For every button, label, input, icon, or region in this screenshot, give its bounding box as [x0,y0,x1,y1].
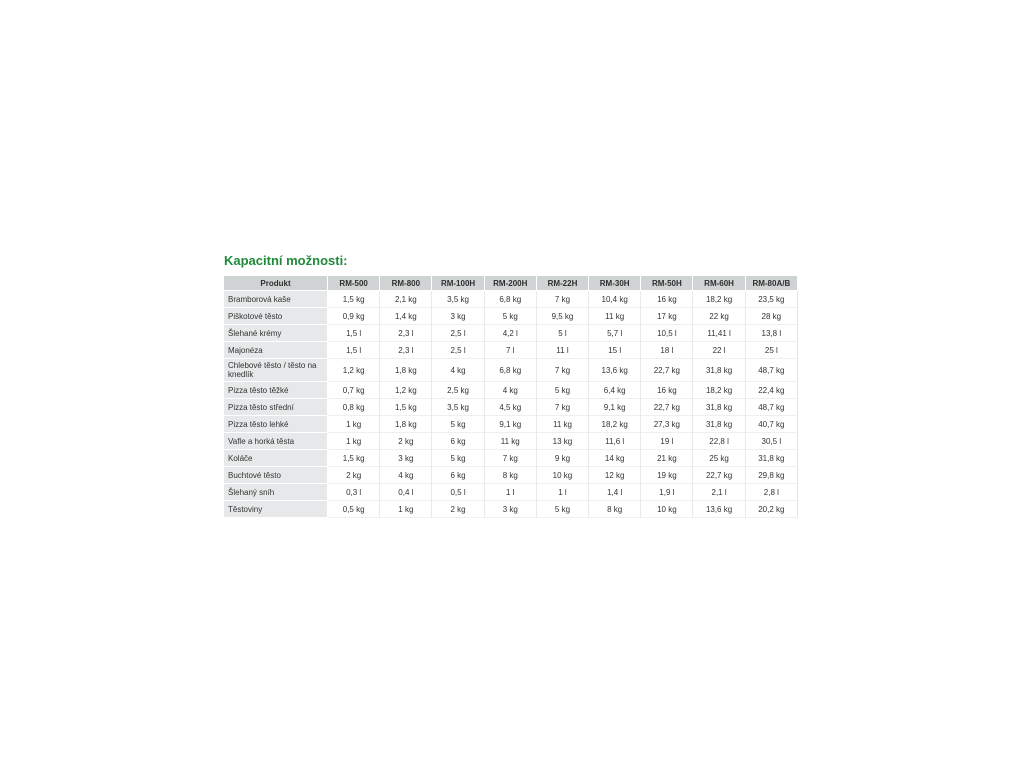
capacity-value-cell: 23,5 kg [746,291,798,308]
capacity-value-cell: 2 kg [432,501,484,518]
capacity-value-cell: 2,1 kg [380,291,432,308]
header-cell-model: RM-200H [485,276,537,291]
capacity-value-cell: 16 kg [641,382,693,399]
capacity-value-cell: 22,4 kg [746,382,798,399]
capacity-value-cell: 8 kg [589,501,641,518]
capacity-value-cell: 7 kg [537,359,589,382]
header-cell-model: RM-100H [432,276,484,291]
table-row [224,291,798,308]
capacity-value-cell: 14 kg [589,450,641,467]
capacity-value-cell: 4 kg [380,467,432,484]
capacity-value-cell: 25 l [746,342,798,359]
capacity-value-cell: 9,5 kg [537,308,589,325]
section-title: Kapacitní možnosti: [224,253,348,268]
capacity-value-cell: 2,5 kg [432,382,484,399]
capacity-value-cell: 48,7 kg [746,399,798,416]
capacity-value-cell: 9,1 kg [589,399,641,416]
capacity-value-cell: 11 kg [537,416,589,433]
capacity-value-cell: 1,5 l [328,325,380,342]
table-row [224,325,798,342]
capacity-value-cell: 12 kg [589,467,641,484]
product-name-cell: Buchtové těsto [224,467,328,484]
capacity-value-cell: 9 kg [537,450,589,467]
capacity-value-cell: 2,3 l [380,325,432,342]
capacity-value-cell: 4,5 kg [485,399,537,416]
capacity-value-cell: 0,5 kg [328,501,380,518]
table-row [224,359,798,382]
capacity-value-cell: 18,2 kg [693,291,745,308]
capacity-value-cell: 1 kg [328,416,380,433]
table-row [224,308,798,325]
table-body [224,291,798,518]
capacity-value-cell: 19 l [641,433,693,450]
capacity-value-cell: 11 kg [589,308,641,325]
header-cell-model: RM-60H [693,276,745,291]
product-name-cell: Bramborová kaše [224,291,328,308]
capacity-value-cell: 13,6 kg [589,359,641,382]
capacity-value-cell: 29,8 kg [746,467,798,484]
capacity-value-cell: 22,8 l [693,433,745,450]
capacity-value-cell: 2,5 l [432,342,484,359]
product-name-cell: Koláče [224,450,328,467]
capacity-value-cell: 10,4 kg [589,291,641,308]
capacity-value-cell: 13,8 l [746,325,798,342]
capacity-value-cell: 5 l [537,325,589,342]
capacity-value-cell: 30,5 l [746,433,798,450]
product-name-cell: Piškotové těsto [224,308,328,325]
capacity-value-cell: 0,8 kg [328,399,380,416]
capacity-value-cell: 28 kg [746,308,798,325]
capacity-value-cell: 6 kg [432,467,484,484]
capacity-value-cell: 4 kg [485,382,537,399]
table-row [224,416,798,433]
table-row [224,433,798,450]
table-row [224,342,798,359]
capacity-value-cell: 1 kg [328,433,380,450]
header-cell-model: RM-800 [380,276,432,291]
capacity-value-cell: 11,6 l [589,433,641,450]
capacity-value-cell: 2,5 l [432,325,484,342]
capacity-value-cell: 17 kg [641,308,693,325]
header-row [224,276,798,291]
header-cell-model: RM-50H [641,276,693,291]
capacity-value-cell: 8 kg [485,467,537,484]
capacity-value-cell: 5 kg [485,308,537,325]
capacity-value-cell: 18,2 kg [693,382,745,399]
product-name-cell: Pizza těsto těžké [224,382,328,399]
capacity-value-cell: 1 kg [380,501,432,518]
capacity-value-cell: 13,6 kg [693,501,745,518]
capacity-value-cell: 1,4 kg [380,308,432,325]
capacity-value-cell: 11 kg [485,433,537,450]
capacity-value-cell: 1,5 kg [328,450,380,467]
capacity-value-cell: 31,8 kg [746,450,798,467]
capacity-value-cell: 22,7 kg [641,399,693,416]
capacity-value-cell: 4,2 l [485,325,537,342]
table-row [224,467,798,484]
product-name-cell: Šlehaný sníh [224,484,328,501]
table-row [224,484,798,501]
table-row [224,382,798,399]
capacity-value-cell: 22,7 kg [693,467,745,484]
capacity-value-cell: 0,4 l [380,484,432,501]
capacity-value-cell: 1,8 kg [380,416,432,433]
capacity-value-cell: 0,5 l [432,484,484,501]
capacity-value-cell: 22 l [693,342,745,359]
capacity-value-cell: 31,8 kg [693,399,745,416]
product-name-cell: Těstoviny [224,501,328,518]
capacity-value-cell: 0,3 l [328,484,380,501]
header-cell-product: Produkt [224,276,328,291]
product-name-cell: Pizza těsto lehké [224,416,328,433]
capacity-section [224,252,798,518]
capacity-value-cell: 6,4 kg [589,382,641,399]
table-header [224,276,798,291]
capacity-value-cell: 2,3 l [380,342,432,359]
capacity-value-cell: 7 kg [485,450,537,467]
capacity-value-cell: 9,1 kg [485,416,537,433]
capacity-value-cell: 6,8 kg [485,291,537,308]
capacity-value-cell: 1 l [537,484,589,501]
capacity-value-cell: 1,8 kg [380,359,432,382]
capacity-value-cell: 3,5 kg [432,291,484,308]
capacity-value-cell: 4 kg [432,359,484,382]
capacity-value-cell: 3 kg [380,450,432,467]
capacity-value-cell: 10 kg [641,501,693,518]
capacity-value-cell: 5 kg [537,501,589,518]
capacity-value-cell: 31,8 kg [693,359,745,382]
capacity-value-cell: 48,7 kg [746,359,798,382]
product-name-cell: Šlehané krémy [224,325,328,342]
capacity-value-cell: 5,7 l [589,325,641,342]
capacity-value-cell: 5 kg [537,382,589,399]
capacity-value-cell: 1,9 l [641,484,693,501]
capacity-value-cell: 1,2 kg [380,382,432,399]
capacity-value-cell: 20,2 kg [746,501,798,518]
capacity-value-cell: 1,5 kg [380,399,432,416]
capacity-value-cell: 6 kg [432,433,484,450]
capacity-value-cell: 1 l [485,484,537,501]
capacity-value-cell: 3 kg [485,501,537,518]
capacity-value-cell: 7 kg [537,399,589,416]
capacity-value-cell: 1,2 kg [328,359,380,382]
capacity-value-cell: 2,8 l [746,484,798,501]
capacity-value-cell: 22,7 kg [641,359,693,382]
capacity-value-cell: 7 kg [537,291,589,308]
capacity-value-cell: 1,5 l [328,342,380,359]
capacity-value-cell: 5 kg [432,416,484,433]
capacity-value-cell: 40,7 kg [746,416,798,433]
product-name-cell: Majonéza [224,342,328,359]
capacity-value-cell: 25 kg [693,450,745,467]
capacity-value-cell: 0,9 kg [328,308,380,325]
capacity-value-cell: 3,5 kg [432,399,484,416]
table-row [224,399,798,416]
product-name-cell: Vafle a horká těsta [224,433,328,450]
capacity-value-cell: 2 kg [328,467,380,484]
capacity-value-cell: 15 l [589,342,641,359]
capacity-value-cell: 7 l [485,342,537,359]
header-cell-model: RM-80A/B [746,276,798,291]
capacity-value-cell: 11 l [537,342,589,359]
capacity-value-cell: 27,3 kg [641,416,693,433]
product-name-cell: Chlebové těsto / těsto na knedlík [224,359,328,382]
capacity-value-cell: 21 kg [641,450,693,467]
capacity-value-cell: 16 kg [641,291,693,308]
capacity-value-cell: 18 l [641,342,693,359]
header-cell-model: RM-500 [328,276,380,291]
table-row [224,450,798,467]
capacity-value-cell: 31,8 kg [693,416,745,433]
capacity-table [224,276,798,518]
capacity-value-cell: 10 kg [537,467,589,484]
capacity-value-cell: 2 kg [380,433,432,450]
capacity-value-cell: 22 kg [693,308,745,325]
capacity-value-cell: 1,5 kg [328,291,380,308]
capacity-value-cell: 0,7 kg [328,382,380,399]
capacity-value-cell: 5 kg [432,450,484,467]
capacity-value-cell: 1,4 l [589,484,641,501]
capacity-value-cell: 18,2 kg [589,416,641,433]
table-row [224,501,798,518]
product-name-cell: Pizza těsto střední [224,399,328,416]
capacity-value-cell: 11,41 l [693,325,745,342]
capacity-value-cell: 13 kg [537,433,589,450]
capacity-value-cell: 19 kg [641,467,693,484]
header-cell-model: RM-22H [537,276,589,291]
capacity-value-cell: 10,5 l [641,325,693,342]
header-cell-model: RM-30H [589,276,641,291]
capacity-value-cell: 6,8 kg [485,359,537,382]
capacity-value-cell: 2,1 l [693,484,745,501]
capacity-value-cell: 3 kg [432,308,484,325]
